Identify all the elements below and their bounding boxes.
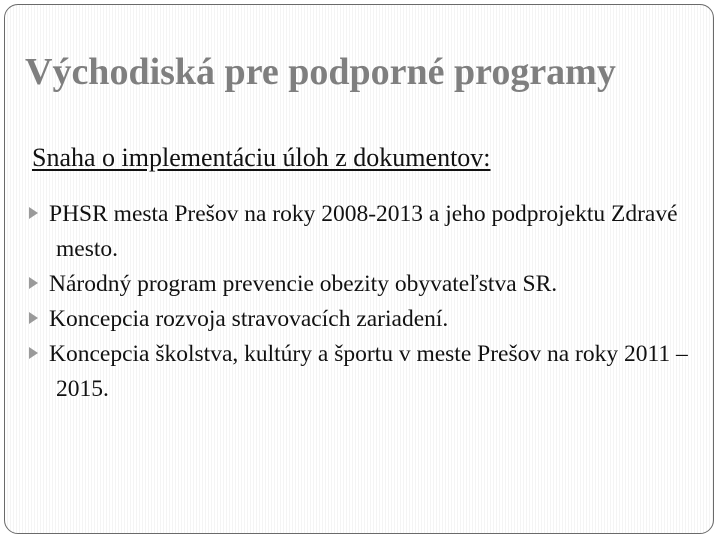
bullet-text: Koncepcia školstva, kultúry a športu v meste Prešov na roky 2011 – 2015. [49, 341, 688, 402]
bullet-list [19, 197, 699, 407]
bullet-item [19, 302, 699, 337]
triangle-bullet-icon [29, 277, 38, 289]
bullet-text: Národný program prevencie obezity obyvateľstva SR. [49, 271, 558, 297]
slide [4, 4, 714, 534]
slide-subheading: Snaha o implementáciu úloh z dokumentov: [32, 143, 491, 172]
bullet-item [19, 197, 699, 267]
slide-title: Východiská pre podporné programy [25, 51, 616, 93]
triangle-bullet-icon [29, 207, 38, 219]
triangle-bullet-icon [29, 312, 38, 324]
bullet-text: PHSR mesta Prešov na roky 2008-2013 a jeho podprojektu Zdravé mesto. [49, 201, 678, 262]
triangle-bullet-icon [29, 347, 38, 359]
bullet-text: Koncepcia rozvoja stravovacích zariadení. [49, 306, 449, 332]
bullet-item [19, 337, 699, 407]
bullet-item [19, 267, 699, 302]
